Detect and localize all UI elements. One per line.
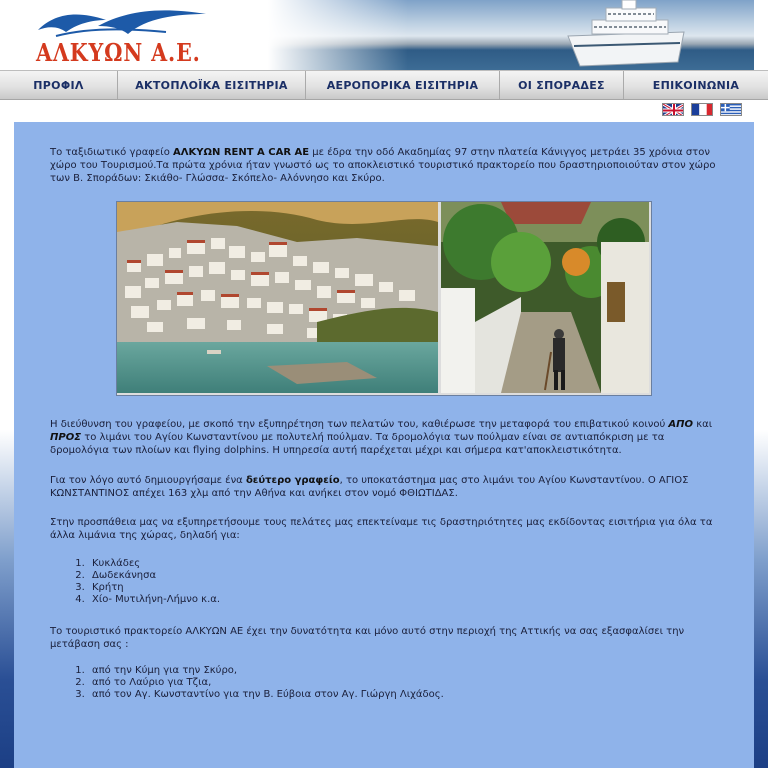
second-office-paragraph: Για τον λόγο αυτό δημιουργήσαμε ένα δεύτερο γραφείο, το υποκατάστημα μας στο λιμάνι του Αγίου Κωνσταντίνου. Ο ΑΓΙΟΣ ΚΩΝΣΤΑΝΤΙΝΟΣ απέχει 163 χλμ από την Αθήνα και ανήκει στον νομό ΦΘΙΩΤΙΔΑΣ. xyxy=(50,475,689,499)
skopelos-harbour-photo xyxy=(117,202,438,393)
transport-paragraph: Η διεύθυνση του γραφείου, με σκοπό την εξυπηρέτηση των πελατών του, καθιέρωσε την μεταφορά του επιβατικού κοινού ΑΠΟ και ΠΡΟΣ το λιμάνι του Αγίου Κωνσταντίνου με πολυτελή πούλμαν. Τα δρομολόγια των πούλμαν είναι σε αντιαπόκριση με τα δρομολόγια των πλοίων και flying dolphins. Η υπηρεσία αυτή παρέχεται μέχρι και σήμερα κατ'αποκλειστικότητα. xyxy=(50,419,713,456)
routes-list xyxy=(50,665,444,701)
nav-contact[interactable]: ΕΠΙΚΟΙΝΩΝΙΑ xyxy=(652,78,740,92)
company-name: ΑΛΚΥΩΝ RENT A CAR AE xyxy=(173,147,310,158)
list-item: 4. Χίο- Μυτιλήνη-Λήμνο κ.α. xyxy=(88,594,220,606)
list-item: 3. από τον Αγ. Κωνσταντίνο για την Β. Εύβοια στον Αγ. Γιώργη Λιχάδος. xyxy=(88,689,444,701)
list-item: 3. Κρήτη xyxy=(88,582,220,594)
site-header xyxy=(0,0,768,70)
list-item: 1. Κυκλάδες xyxy=(88,558,220,570)
english-flag-icon[interactable] xyxy=(662,103,684,116)
intro-paragraph: Το ταξιδιωτικό γραφείο ΑΛΚΥΩΝ RENT A CAR AE με έδρα την οδό Ακαδημίας 97 στην πλατεία Κάνιγγος μετράει 35 χρόνια στον χώρο του Τουρισμού.Τα πρώτα χρόνια ήταν γνωστό ως το αποκλειστικό τουριστικό πρακτορείο που δραστηριοποιούταν στον χώρο των Β. Σποράδων: Σκιάθο- Γλώσσα- Σκόπελο- Αλόννησο και Σκύρο. xyxy=(50,147,716,184)
halcyon-bird-logo-icon xyxy=(36,6,216,40)
french-flag-icon[interactable] xyxy=(691,103,713,116)
nav-ferry-tickets[interactable]: ΑΚΤΟΠΛΟΪΚΑ ΕΙΣΙΤΗΡΙΑ xyxy=(118,71,306,99)
nav-profile[interactable]: ΠΡΟΦΙΛ xyxy=(0,71,118,99)
attica-paragraph: Το τουριστικό πρακτορείο ΑΛΚΥΩΝ ΑΕ έχει την δυνατότητα και μόνο αυτό στην περιοχή της Αττικής να σας εξασφαλίσει την μετάβαση σας : xyxy=(50,626,685,650)
greek-flag-icon[interactable] xyxy=(720,103,742,116)
village-alley-photo xyxy=(441,202,649,393)
destinations-list xyxy=(50,558,220,606)
list-item: 2. από το Λαύριο για Τζια, xyxy=(88,677,444,689)
expansion-paragraph: Στην προσπάθεια μας να εξυπηρετήσουμε τους πελάτες μας επεκτείναμε τις δραστηριότητες μας εκδίδοντας εισιτήρια για όλα τα άλλα λιμάνια της χώρας, δηλαδή για: xyxy=(50,517,713,541)
language-selector xyxy=(662,103,742,116)
nav-air-tickets[interactable]: ΑΕΡΟΠΟΡΙΚΑ ΕΙΣΙΤΗΡΙΑ xyxy=(306,71,500,99)
list-item: 1. από την Κύμη για την Σκύρο, xyxy=(88,665,444,677)
ferry-ship-image xyxy=(566,0,696,70)
list-item: 2. Δωδεκάνησα xyxy=(88,570,220,582)
main-navigation xyxy=(0,70,768,100)
company-logo-text[interactable]: ΑΛΚΥΩΝ Α.Ε. xyxy=(36,38,201,67)
nav-sporades[interactable]: ΟΙ ΣΠΟΡΑΔΕΣ xyxy=(500,71,624,99)
